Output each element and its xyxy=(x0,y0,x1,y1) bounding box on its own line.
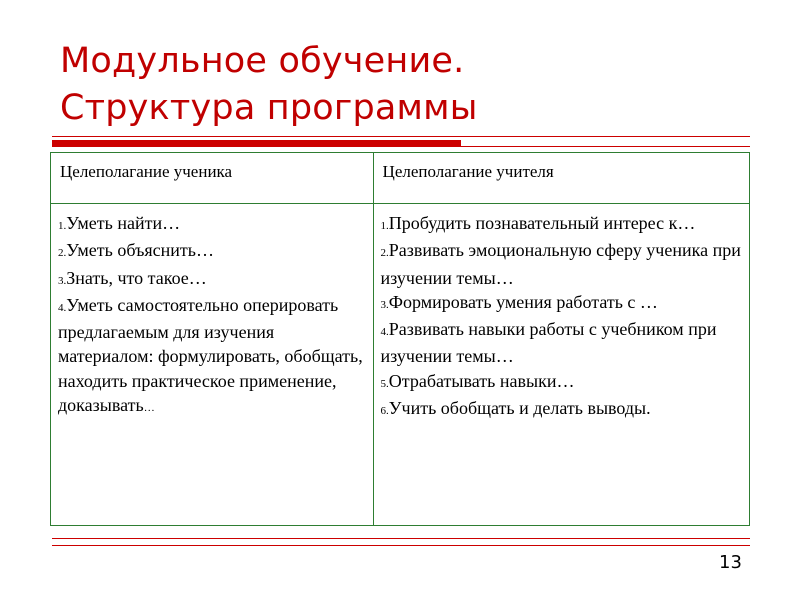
top-divider-thin-2 xyxy=(461,146,750,147)
bottom-divider-1 xyxy=(52,538,750,539)
list-number: 4. xyxy=(380,326,389,339)
list-text: Уметь найти… xyxy=(66,213,181,233)
list-text: Развивать эмоциональную сферу ученика при изучении темы… xyxy=(380,240,741,288)
title-line-1: Модульное обучение. xyxy=(60,41,465,81)
list-number: 6. xyxy=(380,405,389,418)
header-student-label: Целеполагание ученика xyxy=(60,162,233,181)
list-number: 2. xyxy=(380,247,389,260)
list-number: 3. xyxy=(58,274,67,287)
list-ellipsis: … xyxy=(143,402,155,415)
list-text: Уметь объяснить… xyxy=(66,240,214,261)
list-text: Пробудить познавательный интерес к… xyxy=(388,213,696,233)
list-number: 2. xyxy=(58,247,67,260)
header-teacher-goals xyxy=(373,153,749,204)
header-student-goals xyxy=(51,153,374,204)
top-divider-thin xyxy=(52,136,750,137)
list-item xyxy=(381,290,745,317)
student-goals-list xyxy=(51,204,373,420)
teacher-goals-cell xyxy=(373,204,749,526)
list-number: 5. xyxy=(380,377,389,390)
list-text: Знать, что такое… xyxy=(66,267,207,288)
goals-table xyxy=(50,152,750,526)
list-item xyxy=(58,238,369,265)
page-number: 13 xyxy=(719,552,742,573)
student-goals-cell xyxy=(51,204,374,526)
title-line-2: Структура программы xyxy=(60,88,478,128)
list-number: 1. xyxy=(380,220,389,232)
list-item xyxy=(58,211,369,238)
table-body-row xyxy=(51,204,750,526)
list-number: 1. xyxy=(58,220,67,232)
list-text: Отрабатывать навыки… xyxy=(388,370,575,391)
list-text: Формировать умения работать с … xyxy=(388,291,658,312)
table-header-row xyxy=(51,153,750,204)
list-item xyxy=(381,317,745,369)
list-item xyxy=(58,293,369,420)
slide-title xyxy=(60,38,478,132)
list-item xyxy=(58,266,369,293)
bottom-divider-2 xyxy=(52,545,750,546)
list-item xyxy=(381,238,745,290)
list-text: Учить обобщать и делать выводы. xyxy=(388,398,651,419)
top-divider-thick xyxy=(52,140,461,147)
list-item xyxy=(381,396,745,423)
list-item xyxy=(381,211,745,238)
header-teacher-label: Целеполагание учителя xyxy=(382,162,554,181)
list-number: 4. xyxy=(58,301,67,314)
list-text: Развивать навыки работы с учебником при изучении темы… xyxy=(380,319,717,367)
list-number: 3. xyxy=(380,298,389,311)
list-item xyxy=(381,369,745,396)
list-text: Уметь самостоятельно оперировать предлагаемым для изучения материалом: формулировать, обобщать, находить практическое применение, доказывать xyxy=(58,294,363,416)
teacher-goals-list xyxy=(374,204,749,423)
